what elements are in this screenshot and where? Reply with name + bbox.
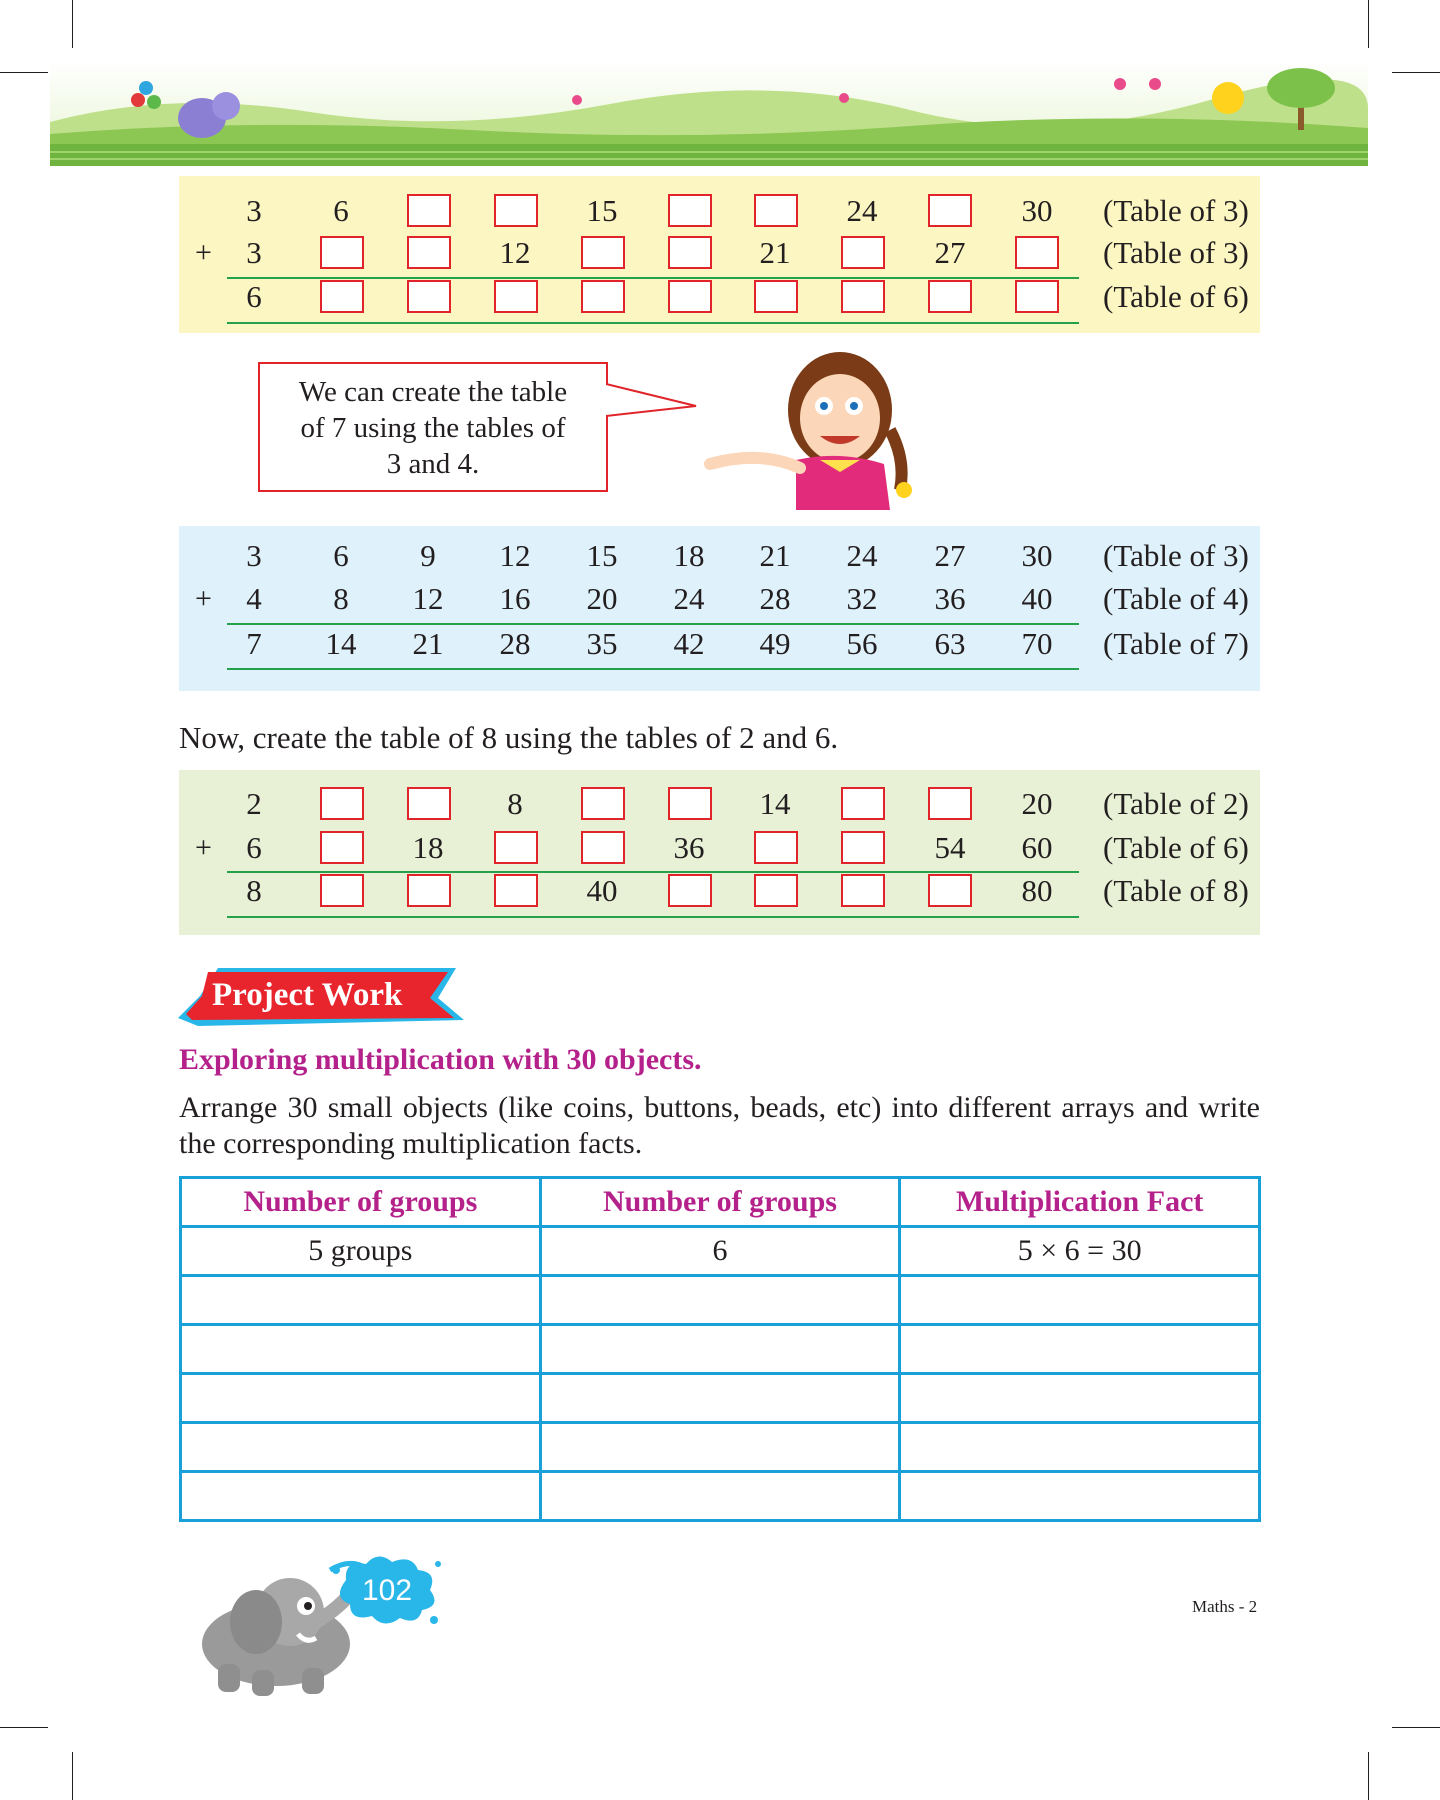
answer-box[interactable]: [841, 280, 885, 313]
table-cell[interactable]: [181, 1472, 541, 1521]
answer-box[interactable]: [320, 280, 364, 313]
answer-box[interactable]: [581, 787, 625, 820]
table-cell[interactable]: [540, 1276, 900, 1325]
bubble-line: of 7 using the tables of: [300, 412, 566, 444]
answer-line: [227, 916, 1079, 918]
number-cell: 40: [586, 873, 618, 908]
speech-bubble: [258, 362, 608, 492]
number-cell: 3: [246, 538, 262, 573]
answer-box[interactable]: [407, 194, 451, 227]
table-of-4-row: [179, 577, 1260, 621]
answer-box[interactable]: [407, 236, 451, 269]
number-cell: 28: [759, 581, 791, 616]
number-cell: 8: [246, 873, 262, 908]
table-row: [181, 1325, 1260, 1374]
table-cell[interactable]: [181, 1325, 541, 1374]
number-cell: 8: [507, 786, 523, 821]
answer-box[interactable]: [668, 236, 712, 269]
number-cell: 63: [934, 626, 966, 661]
number-cell: 32: [846, 581, 878, 616]
bubble-line: We can create the table: [298, 376, 568, 408]
page-number: 102: [362, 1574, 413, 1607]
crop-mark: [72, 1752, 73, 1800]
header-landscape-illustration: [50, 60, 1368, 166]
crop-mark: [0, 1727, 48, 1728]
crop-mark: [1392, 72, 1440, 73]
answer-line: [227, 668, 1079, 670]
number-cell: 15: [586, 538, 618, 573]
number-cell: 30: [1021, 193, 1053, 228]
table-of-3-row: [179, 534, 1260, 578]
project-description: Arrange 30 small objects (like coins, buttons, beads, etc) into different arrays and write the corresponding multiplication facts.: [179, 1091, 1260, 1160]
number-cell: 9: [420, 538, 436, 573]
table-row: [181, 1423, 1260, 1472]
table-row: [181, 1374, 1260, 1423]
table-label: (Table of 6): [1103, 279, 1249, 314]
answer-box[interactable]: [494, 874, 538, 907]
number-cell: 60: [1021, 830, 1053, 865]
answer-box[interactable]: [320, 874, 364, 907]
number-cell: 7: [246, 626, 262, 661]
answer-box[interactable]: [928, 874, 972, 907]
number-cell: 16: [499, 581, 531, 616]
table-label: (Table of 3): [1103, 193, 1249, 228]
table-cell[interactable]: [900, 1276, 1260, 1325]
number-cell: 56: [846, 626, 878, 661]
answer-box[interactable]: [754, 874, 798, 907]
answer-box[interactable]: [841, 787, 885, 820]
crop-mark: [72, 0, 73, 48]
table-cell[interactable]: [540, 1374, 900, 1423]
table-cell[interactable]: [540, 1472, 900, 1521]
answer-box[interactable]: [494, 194, 538, 227]
answer-box[interactable]: [668, 874, 712, 907]
answer-box[interactable]: [320, 236, 364, 269]
crop-mark: [1392, 1727, 1440, 1728]
table-cell[interactable]: [900, 1325, 1260, 1374]
answer-box[interactable]: [841, 831, 885, 864]
table-label: (Table of 3): [1103, 235, 1249, 270]
number-cell: 3: [246, 193, 262, 228]
number-cell: 8: [333, 581, 349, 616]
answer-box[interactable]: [928, 787, 972, 820]
number-cell: 6: [333, 193, 349, 228]
number-cell: 35: [586, 626, 618, 661]
answer-box[interactable]: [494, 280, 538, 313]
number-cell: 42: [673, 626, 705, 661]
answer-box[interactable]: [754, 194, 798, 227]
table-cell[interactable]: [181, 1276, 541, 1325]
answer-box[interactable]: [841, 236, 885, 269]
multiplication-facts-table: [179, 1176, 1261, 1522]
number-cell: 12: [412, 581, 444, 616]
number-cell: 80: [1021, 873, 1053, 908]
number-cell: 21: [759, 235, 791, 270]
answer-box[interactable]: [668, 787, 712, 820]
table-of-6-row: [179, 275, 1260, 319]
table-cell[interactable]: [540, 1423, 900, 1472]
number-cell: 27: [934, 538, 966, 573]
number-cell: 6: [246, 279, 262, 314]
answer-box[interactable]: [581, 280, 625, 313]
table-header-row: [181, 1178, 1260, 1227]
table-row: [181, 1227, 1260, 1276]
number-cell: 36: [934, 581, 966, 616]
table-cell[interactable]: [540, 1325, 900, 1374]
answer-box[interactable]: [320, 787, 364, 820]
number-cell: 20: [586, 581, 618, 616]
table-of-6-exercise-panel: [179, 176, 1260, 333]
table-row: [181, 1276, 1260, 1325]
project-work-title: Project Work: [212, 977, 403, 1013]
answer-box[interactable]: [928, 280, 972, 313]
table-of-6-row: [179, 826, 1260, 870]
column-header: Number of groups: [540, 1178, 900, 1227]
number-cell: 24: [673, 581, 705, 616]
number-cell: 4: [246, 581, 262, 616]
answer-box[interactable]: [668, 194, 712, 227]
table-label: (Table of 3): [1103, 538, 1249, 573]
answer-box[interactable]: [841, 874, 885, 907]
bubble-pointer: [606, 380, 698, 430]
number-cell: 14: [325, 626, 357, 661]
answer-box[interactable]: [668, 280, 712, 313]
number-cell: 40: [1021, 581, 1053, 616]
number-cell: 36: [673, 830, 705, 865]
number-cell: 18: [412, 830, 444, 865]
answer-box[interactable]: [407, 787, 451, 820]
plus-sign: +: [195, 582, 212, 615]
number-cell: 18: [673, 538, 705, 573]
table-of-8-exercise-panel: [179, 770, 1260, 935]
number-cell: 6: [333, 538, 349, 573]
number-cell: 30: [1021, 538, 1053, 573]
project-heading: Exploring multiplication with 30 objects.: [179, 1043, 702, 1076]
answer-box[interactable]: [407, 874, 451, 907]
answer-box[interactable]: [320, 831, 364, 864]
number-cell: 20: [1021, 786, 1053, 821]
balloon-icon: [139, 81, 153, 95]
plus-sign: +: [195, 236, 212, 269]
answer-box[interactable]: [754, 280, 798, 313]
number-cell: 54: [934, 830, 966, 865]
table-cell: 5 groups: [181, 1227, 541, 1276]
bubble-line: 3 and 4.: [386, 448, 480, 480]
table-cell[interactable]: [181, 1423, 541, 1472]
table-cell[interactable]: [900, 1423, 1260, 1472]
table-label: (Table of 6): [1103, 830, 1249, 865]
table-cell: 6: [540, 1227, 900, 1276]
number-cell: 27: [934, 235, 966, 270]
table-cell[interactable]: [900, 1472, 1260, 1521]
table-of-7-example-panel: [179, 526, 1260, 691]
table-cell: 5 × 6 = 30: [900, 1227, 1260, 1276]
number-cell: 12: [499, 538, 531, 573]
answer-box[interactable]: [494, 831, 538, 864]
table-of-2-row: [179, 782, 1260, 826]
table-row: [181, 1472, 1260, 1521]
table-label: (Table of 7): [1103, 626, 1249, 661]
crop-mark: [1368, 0, 1369, 48]
answer-box[interactable]: [1015, 236, 1059, 269]
table-label: (Table of 2): [1103, 786, 1249, 821]
instruction-text: Now, create the table of 8 using the tables of 2 and 6.: [179, 720, 839, 755]
number-cell: 3: [246, 235, 262, 270]
column-header: Number of groups: [181, 1178, 541, 1227]
book-title: Maths - 2: [1192, 1597, 1258, 1616]
number-cell: 21: [412, 626, 444, 661]
number-cell: 70: [1021, 626, 1053, 661]
answer-line: [227, 322, 1079, 324]
girl-illustration: [700, 340, 940, 510]
answer-box[interactable]: [581, 236, 625, 269]
number-cell: 15: [586, 193, 618, 228]
answer-box[interactable]: [1015, 280, 1059, 313]
number-cell: 21: [759, 538, 791, 573]
crop-mark: [0, 72, 48, 73]
answer-box[interactable]: [928, 194, 972, 227]
crop-mark: [1368, 1752, 1369, 1800]
table-of-3-row: [179, 189, 1260, 233]
number-cell: 14: [759, 786, 791, 821]
table-cell[interactable]: [181, 1374, 541, 1423]
number-cell: 24: [846, 193, 878, 228]
table-label: (Table of 4): [1103, 581, 1249, 616]
number-cell: 12: [499, 235, 531, 270]
number-cell: 6: [246, 830, 262, 865]
number-cell: 49: [759, 626, 791, 661]
number-cell: 24: [846, 538, 878, 573]
answer-box[interactable]: [754, 831, 798, 864]
column-header: Multiplication Fact: [900, 1178, 1260, 1227]
plus-sign: +: [195, 831, 212, 864]
table-of-7-row: [179, 622, 1260, 666]
answer-box[interactable]: [581, 831, 625, 864]
number-cell: 28: [499, 626, 531, 661]
table-label: (Table of 8): [1103, 873, 1249, 908]
table-of-8-row: [179, 869, 1260, 913]
number-cell: 2: [246, 786, 262, 821]
table-cell[interactable]: [900, 1374, 1260, 1423]
table-of-3-row: [179, 231, 1260, 275]
answer-box[interactable]: [407, 280, 451, 313]
